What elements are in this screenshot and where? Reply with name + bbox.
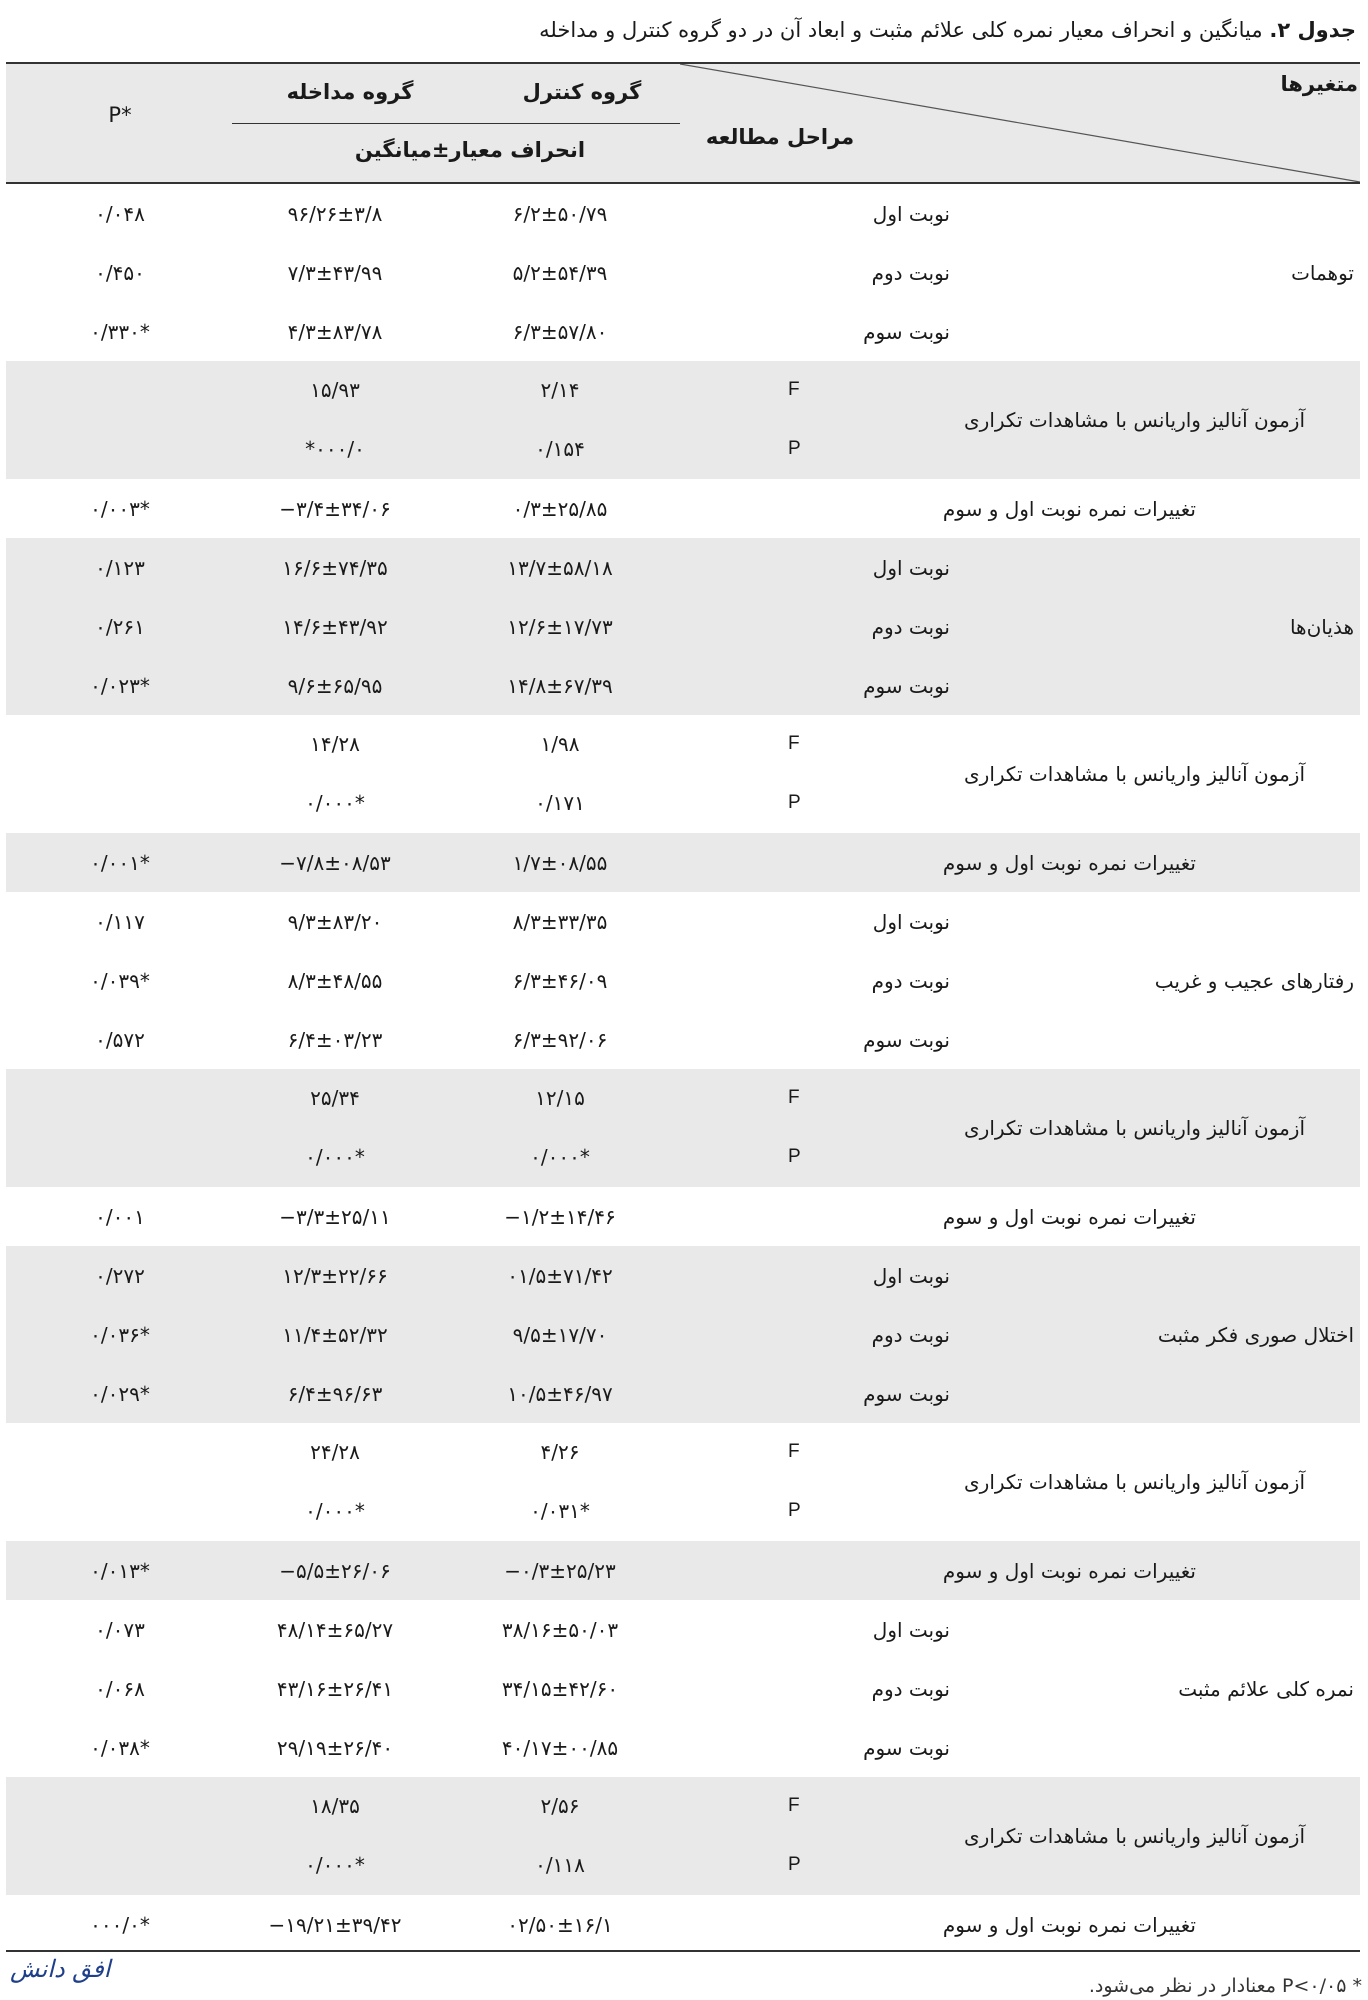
stage-label: نوبت سوم (863, 1736, 950, 1760)
intervention-value: ۸/۳±۴۸/۵۵ (287, 969, 383, 993)
variable-name: هذیان‌ها (1289, 614, 1354, 639)
anova-f-intervention: ۱۴/۲۸ (310, 732, 360, 756)
p-label: P (788, 792, 801, 813)
header-bottom-rule (6, 182, 1360, 184)
variable-name: نمره کلی علائم مثبت (1178, 1676, 1354, 1701)
anova-f-intervention: ۲۵/۳۴ (310, 1086, 360, 1110)
anova-f-control: ۱/۹۸ (540, 732, 580, 756)
anova-p-intervention: ۰/۰۰۰* (305, 791, 365, 815)
p-value: ۰/۴۵۰ (95, 261, 145, 285)
anova-label: آزمون آنالیز واریانس با مشاهدات تکراری (964, 408, 1305, 432)
anova-f-control: ۴/۲۶ (540, 1440, 580, 1464)
group-underline (232, 123, 680, 124)
intervention-value: ۱۶/۶±۷۴/۳۵ (282, 556, 388, 580)
anova-p-control: ۰/۰۳۱* (530, 1499, 590, 1523)
header-p: P* (108, 103, 132, 127)
p-value: ۰/۰۳۶* (90, 1323, 150, 1347)
change-p: ۰/۰۰۱* (90, 851, 150, 875)
change-label: تغییرات نمره نوبت اول و سوم (942, 851, 1196, 875)
caption-text: میانگین و انحراف معیار نمره کلی علائم مثبت و ابعاد آن در دو گروه کنترل و مداخله (539, 18, 1263, 42)
p-value: ۰/۰۷۳ (95, 1618, 145, 1642)
change-label: تغییرات نمره نوبت اول و سوم (942, 1913, 1196, 1937)
stage-label: نوبت دوم (871, 1323, 950, 1347)
anova-p-control: ۰/۱۱۸ (535, 1853, 585, 1877)
change-p: ۰۰۰/۰* (90, 1913, 150, 1937)
header-stages: مراحل مطالعه (705, 125, 855, 149)
f-label: F (788, 1795, 800, 1816)
stage-label: نوبت اول (872, 1264, 950, 1288)
publisher-logo: افق دانش (10, 1955, 111, 1983)
change-p: ۰/۰۰۱ (95, 1205, 145, 1229)
stage-label: نوبت سوم (863, 320, 950, 344)
control-value: ۶/۳±۵۷/۸۰ (512, 320, 608, 344)
p-value: ۰/۲۷۲ (95, 1264, 145, 1288)
intervention-value: ۷/۳±۴۳/۹۹ (287, 261, 383, 285)
f-label: F (788, 379, 800, 400)
anova-f-intervention: ۱۵/۹۳ (310, 378, 360, 402)
p-value: ۰/۰۶۸ (95, 1677, 145, 1701)
p-label: P (788, 438, 801, 459)
stage-label: نوبت سوم (863, 1382, 950, 1406)
anova-f-control: ۲/۵۶ (540, 1794, 580, 1818)
intervention-value: ۱۴/۶±۴۳/۹۲ (282, 615, 388, 639)
intervention-value: ۴۳/۱۶±۲۶/۴۱ (276, 1677, 394, 1701)
change-label: تغییرات نمره نوبت اول و سوم (942, 1559, 1196, 1583)
anova-p-control: ۰/۱۵۴ (535, 437, 585, 461)
stage-label: نوبت دوم (871, 969, 950, 993)
control-value: ۸/۳±۳۳/۳۵ (512, 910, 608, 934)
stage-label: نوبت اول (872, 556, 950, 580)
bottom-rule (6, 1950, 1360, 1952)
stage-label: نوبت دوم (871, 1677, 950, 1701)
stage-label: نوبت اول (872, 202, 950, 226)
anova-f-control: ۲/۱۴ (540, 378, 580, 402)
control-value: ۶/۲±۵۰/۷۹ (512, 202, 608, 226)
intervention-value: ۶/۴±۹۶/۶۳ (287, 1382, 383, 1406)
table-caption (0, 10, 1356, 50)
control-value: ۹/۵±۱۷/۷۰ (512, 1323, 608, 1347)
change-intervention: −۱۹/۲۱±۳۹/۴۲ (268, 1913, 402, 1937)
f-label: F (788, 1441, 800, 1462)
change-p: ۰/۰۰۳* (90, 497, 150, 521)
control-value: ۴۰/۱۷±۰۰/۸۵ (501, 1736, 619, 1760)
f-label: F (788, 1087, 800, 1108)
intervention-value: ۹/۳±۸۳/۲۰ (287, 910, 383, 934)
stage-label: نوبت اول (872, 910, 950, 934)
change-control: ۱/۷±۰۸/۵۵ (512, 851, 608, 875)
header-mean-sd: انحراف معیار±میانگین (354, 138, 586, 162)
control-value: ۶/۳±۹۲/۰۶ (512, 1028, 608, 1052)
change-control: ۰۲/۵۰±۱۶/۱ (507, 1913, 613, 1937)
variable-name: اختلال صوری فکر مثبت (1157, 1322, 1354, 1347)
anova-p-intervention: ۰/۰۰۰* (305, 1499, 365, 1523)
intervention-value: ۱۲/۳±۲۲/۶۶ (282, 1264, 388, 1288)
p-value: ۰/۰۲۹* (90, 1382, 150, 1406)
control-value: ۵/۲±۵۴/۳۹ (512, 261, 608, 285)
p-value: ۰/۳۳۰* (90, 320, 150, 344)
change-intervention: −۳/۴±۳۴/۰۶ (279, 497, 391, 521)
p-label: P (788, 1146, 801, 1167)
control-value: ۶/۳±۴۶/۰۹ (512, 969, 608, 993)
anova-p-intervention: ۰/۰۰۰* (305, 1853, 365, 1877)
p-label: P (788, 1854, 801, 1875)
change-intervention: −۳/۳±۲۵/۱۱ (279, 1205, 391, 1229)
control-value: ۰۱/۵±۷۱/۴۲ (507, 1264, 613, 1288)
p-value: ۰/۰۲۳* (90, 674, 150, 698)
intervention-value: ۴/۳±۸۳/۷۸ (287, 320, 383, 344)
anova-p-control: ۰/۱۷۱ (535, 791, 585, 815)
change-intervention: −۷/۸±۰۸/۵۳ (279, 851, 391, 875)
anova-p-intervention: *۰۰۰/۰ (305, 437, 365, 461)
intervention-value: ۹۶/۲۶±۳/۸ (287, 202, 383, 226)
footnote: * P<۰/۰۵ معنادار در نظر می‌شود. (1088, 1975, 1362, 1997)
intervention-value: ۶/۴±۰۳/۲۳ (287, 1028, 383, 1052)
control-value: ۳۴/۱۵±۴۲/۶۰ (501, 1677, 619, 1701)
control-value: ۱۰/۵±۴۶/۹۷ (507, 1382, 613, 1406)
stage-label: نوبت دوم (871, 261, 950, 285)
intervention-value: ۲۹/۱۹±۲۶/۴۰ (276, 1736, 394, 1760)
variable-name: رفتارهای عجیب و غریب (1154, 968, 1354, 993)
header-intervention: گروه مداخله (286, 80, 414, 104)
intervention-value: ۴۸/۱۴±۶۵/۲۷ (276, 1618, 394, 1642)
section-shade (6, 538, 1360, 715)
caption-label: جدول ۲. (1269, 18, 1356, 42)
change-control: −۰/۳±۲۵/۲۳ (504, 1559, 616, 1583)
change-control: ۰/۳±۲۵/۸۵ (512, 497, 608, 521)
control-value: ۱۴/۸±۶۷/۳۹ (507, 674, 613, 698)
change-label: تغییرات نمره نوبت اول و سوم (942, 497, 1196, 521)
anova-f-control: ۱۲/۱۵ (535, 1086, 585, 1110)
p-value: ۰/۲۶۱ (95, 615, 145, 639)
anova-label: آزمون آنالیز واریانس با مشاهدات تکراری (964, 1116, 1305, 1140)
anova-label: آزمون آنالیز واریانس با مشاهدات تکراری (964, 1824, 1305, 1848)
p-value: ۰/۰۳۹* (90, 969, 150, 993)
change-label: تغییرات نمره نوبت اول و سوم (942, 1205, 1196, 1229)
p-value: ۰/۰۴۸ (95, 202, 145, 226)
header-control: گروه کنترل (522, 80, 642, 104)
p-label: P (788, 1500, 801, 1521)
change-intervention: −۵/۵±۲۶/۰۶ (279, 1559, 391, 1583)
stage-label: نوبت اول (872, 1618, 950, 1642)
anova-p-intervention: ۰/۰۰۰* (305, 1145, 365, 1169)
p-value: ۰/۵۷۲ (95, 1028, 145, 1052)
change-p: ۰/۰۱۳* (90, 1559, 150, 1583)
control-value: ۱۲/۶±۱۷/۷۳ (507, 615, 613, 639)
control-value: ۱۳/۷±۵۸/۱۸ (507, 556, 613, 580)
stage-label: نوبت دوم (871, 615, 950, 639)
anova-f-intervention: ۱۸/۳۵ (310, 1794, 360, 1818)
control-value: ۳۸/۱۶±۵۰/۰۳ (501, 1618, 619, 1642)
change-control: −۱/۲±۱۴/۴۶ (504, 1205, 616, 1229)
p-value: ۰/۰۳۸* (90, 1736, 150, 1760)
p-value: ۰/۱۱۷ (95, 910, 145, 934)
f-label: F (788, 733, 800, 754)
header-diagonal-line (680, 64, 1360, 184)
header-variables: متغیرها (1280, 72, 1358, 96)
variable-name: توهمات (1291, 260, 1354, 285)
stage-label: نوبت سوم (863, 674, 950, 698)
intervention-value: ۱۱/۴±۵۲/۳۲ (282, 1323, 388, 1347)
stage-label: نوبت سوم (863, 1028, 950, 1052)
intervention-value: ۹/۶±۶۵/۹۵ (287, 674, 383, 698)
anova-f-intervention: ۲۴/۲۸ (310, 1440, 360, 1464)
anova-p-control: ۰/۰۰۰* (530, 1145, 590, 1169)
anova-label: آزمون آنالیز واریانس با مشاهدات تکراری (964, 1470, 1305, 1494)
p-value: ۰/۱۲۳ (95, 556, 145, 580)
anova-label: آزمون آنالیز واریانس با مشاهدات تکراری (964, 762, 1305, 786)
